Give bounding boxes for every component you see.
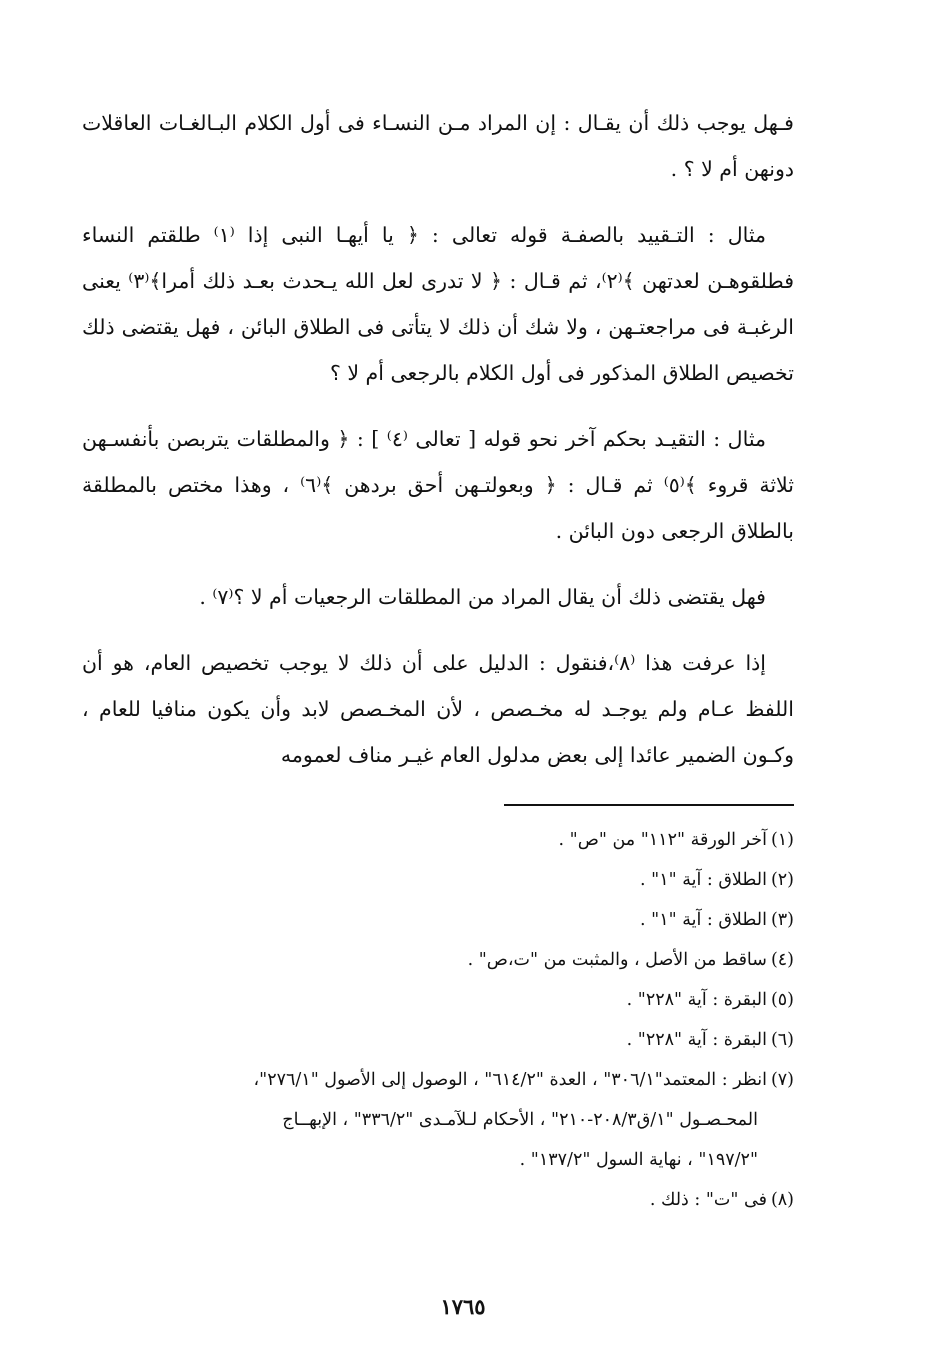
footnote-number: (٣) bbox=[770, 910, 794, 930]
footnote-8 bbox=[82, 1180, 794, 1220]
footnote-number: (١) bbox=[770, 830, 794, 850]
footnote-7-continued bbox=[82, 1100, 794, 1140]
footnote-text: الطلاق : آية "١" . bbox=[640, 910, 767, 930]
footnote-1 bbox=[82, 820, 794, 860]
paragraph-2: مثال : التـقييد بالصفـة قوله تعالى : ﴿ يا أيهـا النبى إذا ⁽١⁾ طلقتم النساء فطلقوهـن لعدتهن ﴾⁽٢⁾، ثم قـال : ﴿ لا تدرى لعل الله يـحدث بعـد ذلك أمرا﴾⁽٣⁾ يعنى الرغبـة فى مراجعتـهن ، ولا شك أن ذلك لا يتأتى فى الطلاق البائن ، فهل يقتضى ذلك تخصيص الطلاق المذكور فى أول الكلام بالرجعى أم لا ؟ bbox=[82, 223, 794, 385]
footnote-number: (٢) bbox=[770, 870, 794, 890]
page-number: ١٧٦٥ bbox=[440, 1294, 486, 1319]
paragraph-3: مثال : التقيـد بحكم آخر نحو قوله [ تعالى ⁽٤⁾ ] : ﴿ والمطلقات يتربصن بأنفسـهن ثلاثة قروء ﴾⁽٥⁾ ثم قـال : ﴿ وبعولتـهن أحق بردهن ﴾⁽٦⁾ ، وهذا مختص بالمطلقة بالطلاق الرجعى دون البائن . bbox=[82, 427, 794, 543]
footnote-divider bbox=[504, 804, 794, 806]
footnote-7-continued-2 bbox=[82, 1140, 794, 1180]
footnote-text: المحـصـول "١/ق٢٠٨/٣-٢١٠" ، الأحكام لـلآمـدى "٣٣٦/٢" ، الإبهــاج bbox=[282, 1110, 758, 1130]
footnote-2 bbox=[82, 860, 794, 900]
footnote-4 bbox=[82, 940, 794, 980]
footnote-text: "١٩٧/٢" ، نهاية السول "١٣٧/٢" . bbox=[519, 1150, 758, 1170]
footnote-7 bbox=[82, 1060, 794, 1100]
paragraph-5: إذا عرفت هذا ⁽٨⁾،فنقول : الدليل على أن ذلك لا يوجب تخصيص العام، هو أن اللفظ عـام ولم يوجـد له مخـصص ، لأن المخـصص لابد وأن يكون منافيا للعام ، وكـون الضمير عائدا إلى بعض مدلول العام غيـر مناف لعمومه bbox=[82, 651, 794, 767]
footnote-text: فى "ت" : ذلك . bbox=[649, 1190, 767, 1210]
footnote-number: (٧) bbox=[770, 1070, 794, 1090]
footnote-number: (٥) bbox=[770, 990, 794, 1010]
footnote-number: (٨) bbox=[770, 1190, 794, 1210]
footnote-text: آخر الورقة "١١٢" من "ص" . bbox=[558, 830, 767, 850]
footnote-text: انظر : المعتمد"٣٠٦/١" ، العدة "٦١٤/٢" ، الوصول إلى الأصول "٢٧٦/١"، bbox=[253, 1070, 767, 1090]
footnote-3 bbox=[82, 900, 794, 940]
footnote-number: (٤) bbox=[770, 950, 794, 970]
footnote-text: ساقط من الأصل ، والمثبت من "ت،ص" . bbox=[467, 950, 767, 970]
paragraph-1: فـهل يوجب ذلك أن يقـال : إن المراد مـن النسـاء فى أول الكلام البـالغـات العاقلات دونهن أم لا ؟ . bbox=[82, 111, 794, 181]
footnote-5 bbox=[82, 980, 794, 1020]
footnote-text: البقرة : آية "٢٢٨" . bbox=[626, 990, 767, 1010]
main-text bbox=[82, 100, 794, 778]
footnote-6 bbox=[82, 1020, 794, 1060]
footnotes bbox=[82, 820, 794, 1220]
paragraph-4: فهل يقتضى ذلك أن يقال المراد من المطلقات الرجعيات أم لا ؟⁽٧⁾ . bbox=[199, 585, 766, 609]
footnote-text: البقرة : آية "٢٢٨" . bbox=[626, 1030, 767, 1050]
footnote-number: (٦) bbox=[770, 1030, 794, 1050]
footnote-text: الطلاق : آية "١" . bbox=[640, 870, 767, 890]
